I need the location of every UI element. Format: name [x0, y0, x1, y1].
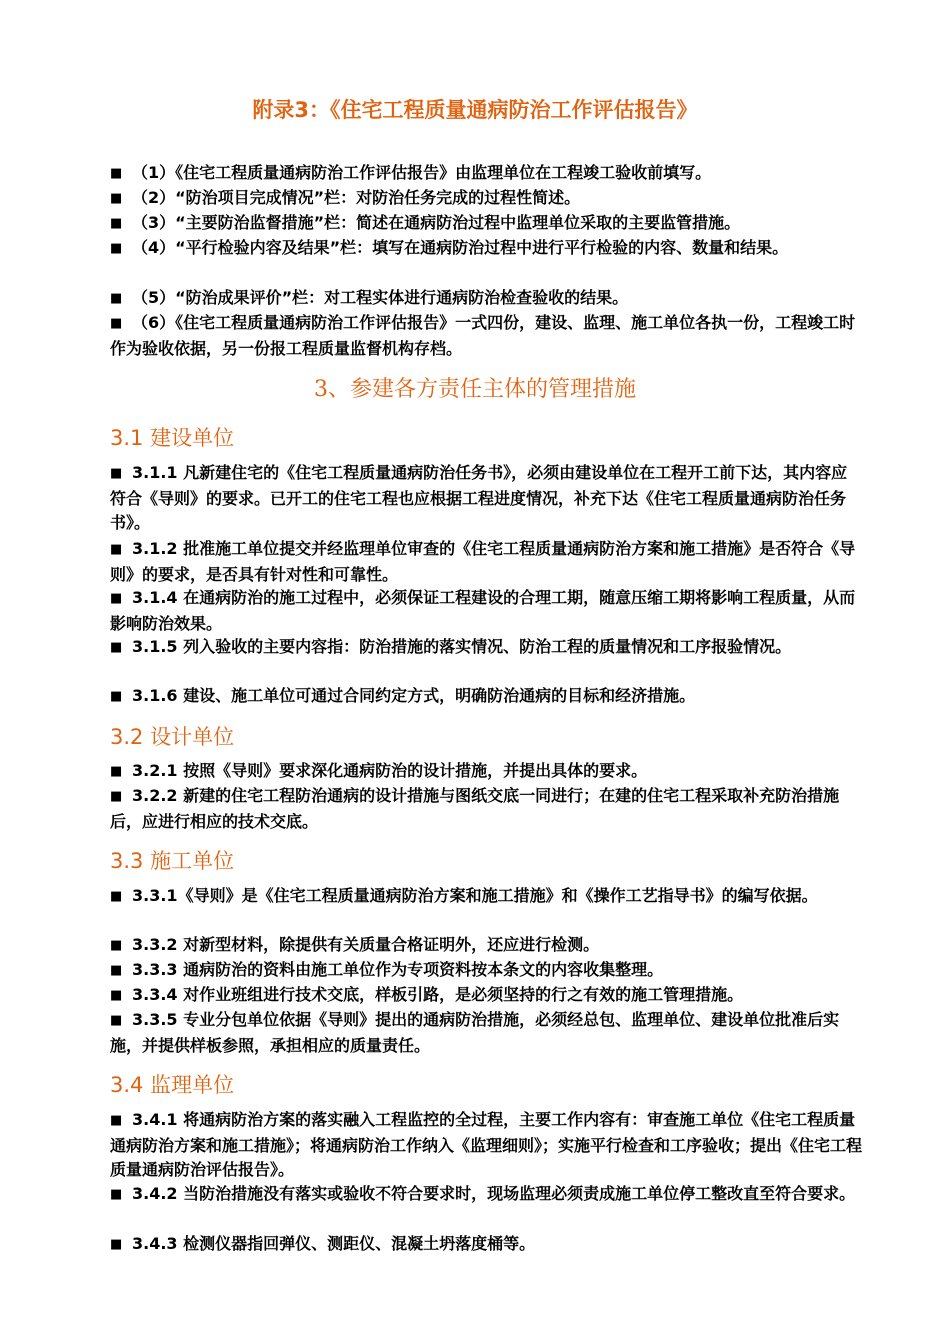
bullet-icon: ■	[110, 316, 123, 331]
subsection-title: 3.3 施工单位	[110, 849, 235, 873]
bullet-icon: ■	[110, 938, 123, 953]
bullet-icon: ■	[110, 216, 123, 231]
subsection-title: 3.4 监理单位	[110, 1073, 235, 1097]
bullet-icon: ■	[110, 640, 123, 655]
bullet-icon: ■	[110, 789, 123, 804]
list-item: ■ 3.3.5 专业分包单位依据《导则》提出的通病防治措施，必须经总包、监理单位、建设单位批准后实施，并提供样板参照，承担相应的质量责任。	[110, 1010, 840, 1055]
list-item: ■ 3.1.5 列入验收的主要内容指：防治措施的落实情况、防治工程的质量情况和工序报验情况。	[110, 635, 862, 661]
list-item: ■ 3.3.4 对作业班组进行技术交底，样板引路，是必须坚持的行之有效的施工管理措施。	[110, 983, 862, 1009]
subsection-title: 3.1 建设单位	[110, 426, 235, 450]
bullet-icon: ■	[110, 1013, 123, 1028]
bullet-icon: ■	[110, 988, 123, 1003]
appendix-title: 附录3：《住宅工程质量通病防治工作评估报告》	[252, 98, 698, 122]
bullet-icon: ■	[110, 889, 123, 904]
bullet-icon: ■	[110, 1187, 123, 1202]
bullet-icon: ■	[110, 291, 123, 306]
list-item: ■ （1）《住宅工程质量通病防治工作评估报告》由监理单位在工程竣工验收前填写。	[110, 161, 862, 187]
list-item: ■ 3.4.1 将通病防治方案的落实融入工程监控的全过程，主要工作内容有：审查施工单位《住宅工程质量通病防治方案和施工措施》；将通病防治工作纳入《监理细则》；实施平行检查和工序验收；提出《住宅工程质量通病防治评估报告》。	[110, 1110, 863, 1179]
bullet-icon: ■	[110, 166, 123, 181]
list-item: ■ （4）“平行检验内容及结果”栏：填写在通病防治过程中进行平行检验的内容、数量和结果。	[110, 236, 862, 262]
bullet-icon: ■	[110, 591, 123, 606]
list-item: ■ 3.1.1 凡新建住宅的《住宅工程质量通病防治任务书》，必须由建设单位在工程开工前下达，其内容应符合《导则》的要求。已开工的住宅工程也应根据工程进度情况，补充下达《住宅工程质量通病防治任务书》。	[110, 463, 848, 532]
bullet-icon: ■	[110, 963, 123, 978]
bullet-icon: ■	[110, 764, 123, 779]
list-item: ■ 3.2.1 按照《导则》要求深化通病防治的设计措施，并提出具体的要求。	[110, 759, 862, 785]
list-item: ■ （5）“防治成果评价”栏：对工程实体进行通病防治检查验收的结果。	[110, 286, 862, 312]
list-item: ■ （3）“主要防治监督措施”栏：简述在通病防治过程中监理单位采取的主要监管措施。	[110, 211, 862, 237]
list-item: ■ 3.3.3 通病防治的资料由施工单位作为专项资料按本条文的内容收集整理。	[110, 958, 862, 984]
bullet-icon: ■	[110, 689, 123, 704]
section-title: 3、参建各方责任主体的管理措施	[314, 377, 636, 402]
bullet-icon: ■	[110, 1113, 123, 1128]
subsection-title: 3.2 设计单位	[110, 725, 235, 749]
list-item: ■ 3.1.2 批准施工单位提交并经监理单位审查的《住宅工程质量通病防治方案和施工措施》是否符合《导则》的要求，是否具有针对性和可靠性。	[110, 539, 856, 584]
list-item: ■ 3.4.3 检测仪器指回弹仪、测距仪、混凝土坍落度桶等。	[110, 1232, 862, 1258]
bullet-icon: ■	[110, 542, 123, 557]
list-item: ■ 3.3.2 对新型材料，除提供有关质量合格证明外，还应进行检测。	[110, 933, 862, 959]
list-item: ■ 3.2.2 新建的住宅工程防治通病的设计措施与图纸交底一同进行；在建的住宅工程采取补充防治措施后，应进行相应的技术交底。	[110, 786, 840, 831]
list-item: ■ （6）《住宅工程质量通病防治工作评估报告》一式四份，建设、监理、施工单位各执一份，工程竣工时作为验收依据，另一份报工程质量监督机构存档。	[110, 313, 856, 358]
list-item: ■ 3.4.2 当防治措施没有落实或验收不符合要求时，现场监理必须责成施工单位停工整改直至符合要求。	[110, 1182, 862, 1208]
bullet-icon: ■	[110, 241, 123, 256]
bullet-icon: ■	[110, 191, 123, 206]
bullet-icon: ■	[110, 1237, 123, 1252]
list-item: ■ （2）“防治项目完成情况”栏：对防治任务完成的过程性简述。	[110, 186, 862, 212]
list-item: ■ 3.3.1《导则》是《住宅工程质量通病防治方案和施工措施》和《操作工艺指导书》的编写依据。	[110, 884, 862, 910]
list-item: ■ 3.1.4 在通病防治的施工过程中，必须保证工程建设的合理工期，随意压缩工期将影响工程质量，从而影响防治效果。	[110, 588, 856, 633]
bullet-icon: ■	[110, 466, 123, 481]
list-item: ■ 3.1.6 建设、施工单位可通过合同约定方式，明确防治通病的目标和经济措施。	[110, 684, 862, 710]
